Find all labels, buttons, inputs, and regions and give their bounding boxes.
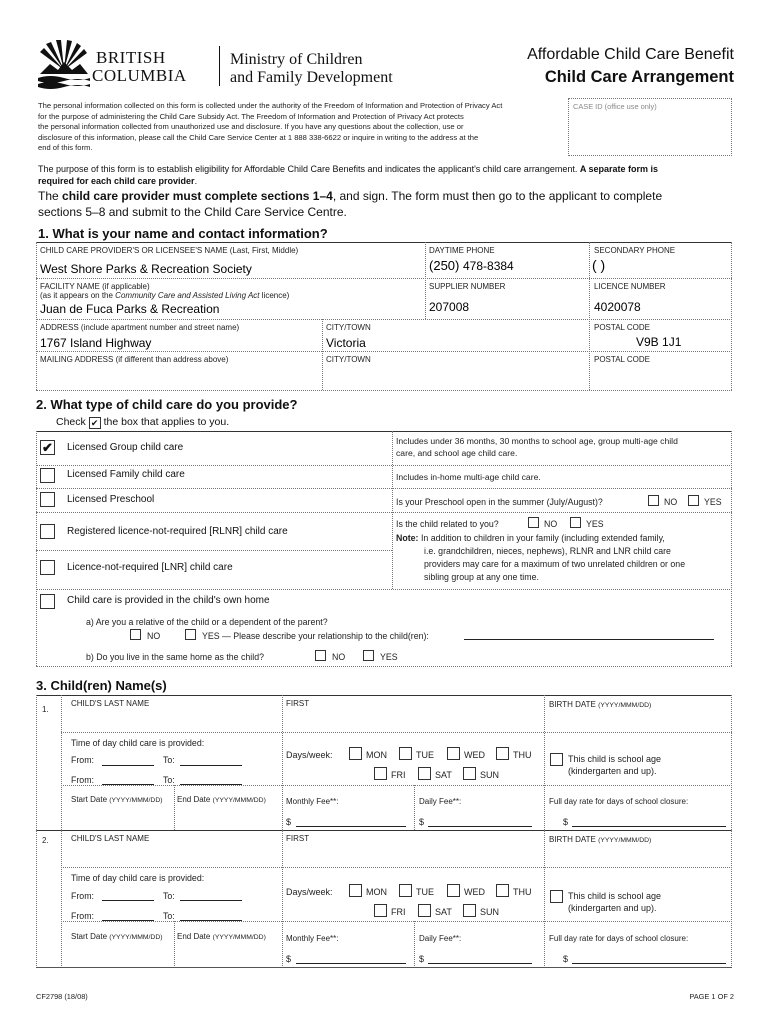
related-no-label: NO [544, 519, 558, 529]
child-2-first-name-label: FIRST [286, 834, 310, 843]
preschool-summer-yes-checkbox[interactable] [688, 495, 699, 506]
child-2-monthly-fee-input[interactable] [296, 963, 406, 964]
child-2-mon-label: MON [366, 887, 387, 897]
child-2-sat-checkbox[interactable] [418, 904, 431, 917]
postal-code-label: POSTAL CODE [594, 323, 651, 332]
own-home-checkbox[interactable] [40, 594, 55, 609]
child-1-fri-label: FRI [391, 770, 406, 780]
child-1-last-name-label: CHILD'S LAST NAME [71, 699, 150, 708]
licensed-preschool-checkbox[interactable] [40, 492, 55, 507]
same-home-yes-label: YES [380, 652, 398, 662]
relative-question: a) Are you a relative of the child or a dependent of the parent? [86, 617, 328, 627]
child-1-to-label-2: To: [163, 775, 175, 785]
child-1-time-label: Time of day child care is provided: [71, 738, 205, 748]
child-2-from-label-1: From: [71, 891, 94, 901]
preschool-summer-yes-label: YES [704, 497, 722, 507]
child-1-fri-checkbox[interactable] [374, 767, 387, 780]
child-1-end-date-label: End Date (YYYY/MMM/DD) [177, 795, 266, 804]
mailing-address-label: MAILING ADDRESS (if different than address above) [40, 355, 229, 364]
mailing-city-label: CITY/TOWN [326, 355, 371, 364]
child-2-to-label-1: To: [163, 891, 175, 901]
child-2-school-age-checkbox[interactable] [550, 890, 563, 903]
address-value[interactable]: 1767 Island Highway [40, 336, 152, 350]
supplier-number-value[interactable]: 207008 [429, 300, 470, 314]
child-1-sun-label: SUN [480, 770, 500, 780]
preschool-summer-no-checkbox[interactable] [648, 495, 659, 506]
page-number: PAGE 1 OF 2 [689, 992, 734, 1001]
relative-yes-checkbox[interactable] [185, 629, 196, 640]
ministry-line2: and Family Development [230, 69, 393, 86]
child-1-from-input-1[interactable] [102, 765, 154, 766]
child-1-daily-fee-input[interactable] [428, 826, 532, 827]
child-1-start-date-label: Start Date (YYYY/MMM/DD) [71, 795, 163, 804]
child-2-sat-label: SAT [435, 907, 452, 917]
child-2-time-label: Time of day child care is provided: [71, 873, 205, 883]
section1-title: 1. What is your name and contact information? [38, 226, 328, 241]
child-2-wed-checkbox[interactable] [447, 884, 460, 897]
child-1-number: 1. [42, 705, 49, 714]
form-subtitle: Child Care Arrangement [544, 68, 734, 86]
child-1-from-label-1: From: [71, 755, 94, 765]
same-home-yes-checkbox[interactable] [363, 650, 374, 661]
daytime-phone-value[interactable]: (250) 478-8384 [429, 258, 514, 273]
rlnr-label: Registered licence-not-required [RLNR] child care [67, 526, 288, 537]
child-1-from-input-2[interactable] [102, 784, 154, 785]
relative-no-checkbox[interactable] [130, 629, 141, 640]
child-1-mon-label: MON [366, 750, 387, 760]
note-line4: sibling group at any one time. [424, 572, 539, 582]
child-1-sun-checkbox[interactable] [463, 767, 476, 780]
child-1-full-day-rate-label: Full day rate for days of school closure: [549, 797, 689, 806]
child-1-tue-checkbox[interactable] [399, 747, 412, 760]
child-1-thu-checkbox[interactable] [496, 747, 509, 760]
child-2-daily-fee-input[interactable] [428, 963, 532, 964]
case-id-label: CASE ID (office use only) [573, 102, 657, 111]
licensed-family-label: Licensed Family child care [67, 469, 185, 480]
child-1-full-day-rate-input[interactable] [572, 826, 726, 827]
child-2-to-input-2[interactable] [180, 920, 242, 921]
purpose-line1: The purpose of this form is to establish eligibility for Affordable Child Care Benefits and indicates the applicant's child care arrangement. A separate form is [38, 164, 659, 174]
child-2-daily-fee-label: Daily Fee**: [419, 934, 462, 943]
licensed-group-label: Licensed Group child care [67, 442, 184, 453]
form-code: CF2798 (18/08) [36, 992, 88, 1001]
child-1-school-age-checkbox[interactable] [550, 753, 563, 766]
child-1-to-label-1: To: [163, 755, 175, 765]
child-2-school-age-label: This child is school age [568, 891, 662, 901]
child-1-mon-checkbox[interactable] [349, 747, 362, 760]
child-1-sat-checkbox[interactable] [418, 767, 431, 780]
child-2-to-input-1[interactable] [180, 900, 242, 901]
licensed-preschool-label: Licensed Preschool [67, 494, 155, 505]
licensed-family-checkbox[interactable] [40, 468, 55, 483]
child-1-school-age-sublabel: (kindergarten and up). [568, 766, 657, 776]
facility-name-label: FACILITY NAME (if applicable) [40, 282, 150, 291]
child-1-wed-checkbox[interactable] [447, 747, 460, 760]
child-2-sun-checkbox[interactable] [463, 904, 476, 917]
instruction-checkbox: ✔ [89, 417, 101, 429]
same-home-no-checkbox[interactable] [315, 650, 326, 661]
licence-number-label: LICENCE NUMBER [594, 282, 666, 291]
child-2-monthly-dollar: $ [286, 954, 292, 964]
section3-title: 3. Child(ren) Name(s) [36, 678, 167, 693]
relative-yes-label: YES — Please describe your relationship to the child(ren): [202, 631, 429, 641]
city-label: CITY/TOWN [326, 323, 371, 332]
licensed-group-checkbox[interactable]: ✔ [40, 440, 55, 455]
own-home-label: Child care is provided in the child's own home [67, 595, 270, 606]
child-1-sat-label: SAT [435, 770, 452, 780]
related-yes-label: YES [586, 519, 604, 529]
child-1-monthly-fee-input[interactable] [296, 826, 406, 827]
child-2-from-label-2: From: [71, 911, 94, 921]
child-block-1 [36, 695, 732, 830]
child-1-monthly-dollar: $ [286, 817, 292, 827]
privacy-notice: The personal information collected on this form is collected under the authority of the Freedom of Information and Protection of Privacy Act for the purpose of administering the Child Care Subsidy Act. The Freedom of Information and Protection of Privacy Act protects the personal information collected from unauthorized use and disclosure. If you have any questions about the collection, use or disclosure of this information, please call the Child Care Service Center at 1 888 338-6622 or inquire in writing to the address at the end of this form. [38, 101, 503, 153]
child-1-thu-label: THU [513, 750, 532, 760]
related-no-checkbox[interactable] [528, 517, 539, 528]
child-block-2 [36, 830, 732, 968]
child-1-to-input-2[interactable] [180, 784, 242, 785]
child-2-full-day-rate-input[interactable] [572, 963, 726, 964]
preschool-summer-no-label: NO [664, 497, 678, 507]
child-1-school-age-label: This child is school age [568, 754, 662, 764]
city-value[interactable]: Victoria [326, 336, 366, 350]
note-line3: providers may care for a maximum of two unrelated children or one [424, 559, 686, 569]
child-2-birth-date-label: BIRTH DATE (YYYY/MMM/DD) [549, 835, 652, 844]
ministry-line1: Ministry of Children [230, 51, 363, 68]
relationship-input[interactable] [464, 639, 714, 640]
instructions-line1: The child care provider must complete sections 1–4, and sign. The form must then go to the applicant to complete [38, 189, 663, 203]
licensed-group-desc2: care, and school age child care. [396, 448, 518, 458]
child-2-fri-label: FRI [391, 907, 406, 917]
child-2-monthly-fee-label: Monthly Fee**: [286, 934, 339, 943]
child-1-monthly-fee-label: Monthly Fee**: [286, 797, 339, 806]
section2-instruction: Check ✔ the box that applies to you. [56, 416, 230, 428]
brand-line2: COLUMBIA [92, 66, 187, 85]
child-2-daily-dollar: $ [419, 954, 425, 964]
instructions-line2: sections 5–8 and submit to the Child Care Service Centre. [38, 205, 347, 219]
child-2-thu-label: THU [513, 887, 532, 897]
child-1-first-name-label: FIRST [286, 699, 310, 708]
supplier-number-label: SUPPLIER NUMBER [429, 282, 506, 291]
lnr-label: Licence-not-required [LNR] child care [67, 562, 233, 573]
provider-name-label: CHILD CARE PROVIDER'S OR LICENSEE'S NAME (Last, First, Middle) [40, 246, 299, 255]
same-home-no-label: NO [332, 652, 346, 662]
related-yes-checkbox[interactable] [570, 517, 581, 528]
licence-number-value[interactable]: 4020078 [594, 300, 641, 314]
child-2-school-age-sublabel: (kindergarten and up). [568, 903, 657, 913]
daytime-phone-label: DAYTIME PHONE [429, 246, 495, 255]
child-1-from-label-2: From: [71, 775, 94, 785]
lnr-checkbox[interactable] [40, 560, 55, 575]
child-2-full-day-rate-label: Full day rate for days of school closure: [549, 934, 689, 943]
related-question: Is the child related to you? [396, 519, 499, 529]
note-line2: i.e. grandchildren, nieces, nephews), RLNR and LNR child care [424, 546, 671, 556]
header-divider [219, 46, 220, 86]
section2-title: 2. What type of child care do you provide? [36, 397, 298, 412]
address-label: ADDRESS (include apartment number and street name) [40, 323, 240, 332]
note-line1: Note: In addition to children in your family (including extended family, [396, 533, 665, 543]
brand-line1: BRITISH [96, 48, 166, 67]
child-2-sun-label: SUN [480, 907, 500, 917]
child-2-to-label-2: To: [163, 911, 175, 921]
child-1-birth-date-label: BIRTH DATE (YYYY/MMM/DD) [549, 700, 652, 709]
licensed-group-desc1: Includes under 36 months, 30 months to school age, group multi-age child [396, 436, 678, 446]
child-2-fri-checkbox[interactable] [374, 904, 387, 917]
child-2-full-day-dollar: $ [563, 954, 569, 964]
child-2-days-label: Days/week: [286, 887, 333, 897]
postal-code-value[interactable]: V9B 1J1 [636, 335, 682, 349]
child-2-thu-checkbox[interactable] [496, 884, 509, 897]
form-title: Affordable Child Care Benefit [527, 46, 734, 63]
child-2-number: 2. [42, 836, 49, 845]
child-2-end-date-label: End Date (YYYY/MMM/DD) [177, 932, 266, 941]
case-id-box[interactable] [568, 98, 732, 156]
child-2-start-date-label: Start Date (YYYY/MMM/DD) [71, 932, 163, 941]
child-1-wed-label: WED [464, 750, 485, 760]
licensed-family-desc: Includes in-home multi-age child care. [396, 472, 541, 482]
rlnr-checkbox[interactable] [40, 524, 55, 539]
mailing-postal-label: POSTAL CODE [594, 355, 651, 364]
provider-name-value[interactable]: West Shore Parks & Recreation Society [40, 262, 252, 276]
child-1-days-label: Days/week: [286, 750, 333, 760]
child-2-from-input-1[interactable] [102, 900, 154, 901]
child-1-full-day-dollar: $ [563, 817, 569, 827]
secondary-phone-label: SECONDARY PHONE [594, 246, 676, 255]
child-2-wed-label: WED [464, 887, 485, 897]
relative-no-label: NO [147, 631, 161, 641]
preschool-summer-question: Is your Preschool open in the summer (July/August)? [396, 497, 603, 507]
same-home-question: b) Do you live in the same home as the child? [86, 652, 264, 662]
child-2-last-name-label: CHILD'S LAST NAME [71, 834, 150, 843]
child-2-mon-checkbox[interactable] [349, 884, 362, 897]
secondary-phone-value[interactable]: ( ) [592, 257, 606, 273]
purpose-line2: required for each child care provider. [38, 176, 198, 186]
child-2-from-input-2[interactable] [102, 920, 154, 921]
child-1-tue-label: TUE [416, 750, 434, 760]
child-2-tue-label: TUE [416, 887, 434, 897]
child-1-daily-fee-label: Daily Fee**: [419, 797, 462, 806]
facility-name-value[interactable]: Juan de Fuca Parks & Recreation [40, 302, 220, 316]
child-1-to-input-1[interactable] [180, 765, 242, 766]
facility-name-sublabel: (as it appears on the Community Care and Assisted Living Act licence) [40, 291, 290, 300]
child-1-daily-dollar: $ [419, 817, 425, 827]
child-2-tue-checkbox[interactable] [399, 884, 412, 897]
bc-logo [36, 40, 92, 90]
